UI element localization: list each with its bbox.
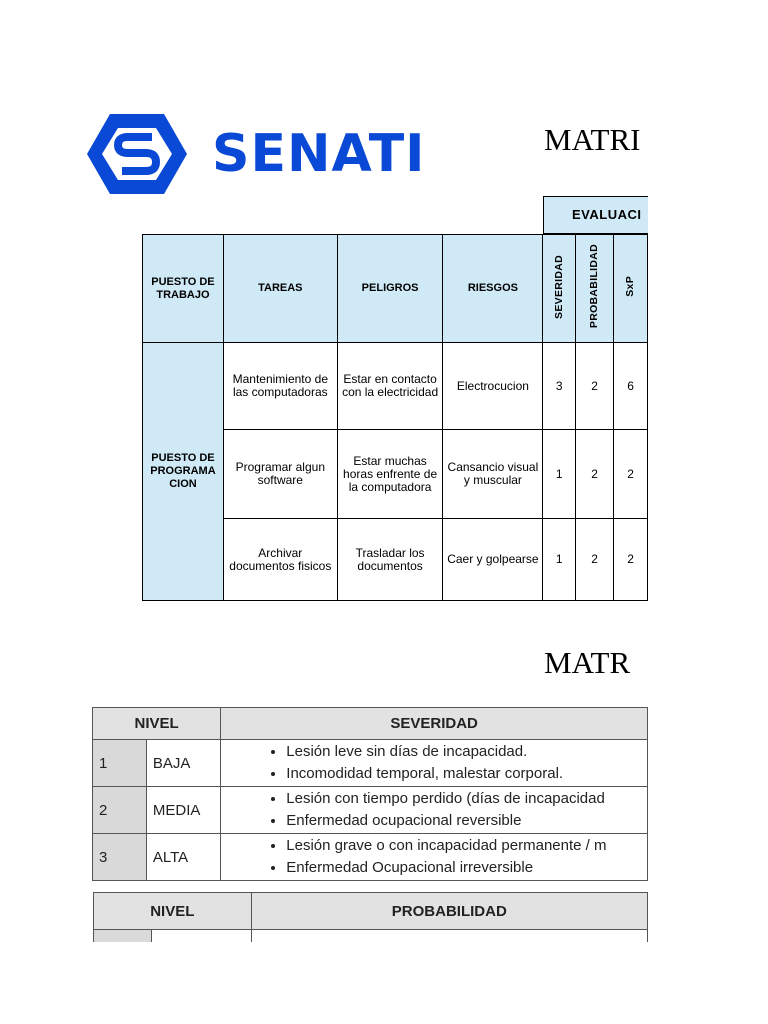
- table-row: [143, 343, 648, 430]
- list-item: • Enfermedad ocupacional reversible: [286, 810, 646, 832]
- list-item: • Lesión grave o con incapacidad permanente / m: [286, 835, 646, 857]
- header-peligros: PELIGROS: [337, 235, 443, 343]
- riesgo-cell: Cansancio visual y muscular: [443, 430, 543, 519]
- level-number: 3: [93, 834, 147, 881]
- level-description: [221, 834, 648, 881]
- peligro-cell: Estar muchas horas enfrente de la computadora: [337, 430, 443, 519]
- header-sxp: SxP: [624, 276, 637, 297]
- sxp-cell: 2: [614, 519, 648, 601]
- table-row: [93, 834, 648, 881]
- peligro-cell: Estar en contacto con la electricidad: [337, 343, 443, 430]
- puesto-cell: PUESTO DE PROGRAMA CION: [143, 343, 224, 601]
- header-sxp-cell: [614, 235, 648, 343]
- header-tareas: TAREAS: [223, 235, 337, 343]
- brand-name: SENATI: [212, 124, 426, 184]
- probabilidad-cell: 2: [576, 430, 614, 519]
- severidad-cell: 3: [543, 343, 576, 430]
- level-description: [221, 740, 648, 787]
- risk-matrix-table: [142, 234, 648, 601]
- header-severidad-cell: [543, 235, 576, 343]
- table-row: [93, 740, 648, 787]
- header-nivel: NIVEL: [93, 708, 221, 740]
- list-item: • Lesión con tiempo perdido (días de incapacidad: [286, 788, 646, 810]
- probabilidad-cell: 2: [576, 343, 614, 430]
- header-severidad: SEVERIDAD: [552, 254, 565, 319]
- probabilidad-cell: 2: [576, 519, 614, 601]
- header-riesgos: RIESGOS: [443, 235, 543, 343]
- severity-table: [92, 707, 648, 881]
- probability-header-row: [94, 893, 648, 930]
- list-item: • Lesión leve sin días de incapacidad.: [286, 741, 646, 763]
- header-nivel: NIVEL: [94, 893, 252, 930]
- list-item: • Incomodidad temporal, malestar corporal.: [286, 763, 646, 785]
- severidad-cell: 1: [543, 519, 576, 601]
- header-probabilidad-desc: PROBABILIDAD: [251, 893, 647, 930]
- table-row: [93, 787, 648, 834]
- peligro-cell: Trasladar los documentos: [337, 519, 443, 601]
- header-puesto: PUESTO DE TRABAJO: [143, 235, 224, 343]
- matrix-title: MATRI: [544, 122, 641, 157]
- riesgo-cell: Caer y golpearse: [443, 519, 543, 601]
- matrix-header-row: [143, 235, 648, 343]
- riesgo-cell: Electrocucion: [443, 343, 543, 430]
- levels-title: MATR: [544, 645, 631, 680]
- page-bottom-margin: [0, 942, 648, 1024]
- level-description: [221, 787, 648, 834]
- senati-logo-icon: [86, 112, 188, 196]
- sxp-cell: 6: [614, 343, 648, 430]
- header-probabilidad: PROBABILIDAD: [588, 244, 601, 329]
- level-label: BAJA: [146, 740, 220, 787]
- tarea-cell: Programar algun software: [223, 430, 337, 519]
- level-number: 1: [93, 740, 147, 787]
- sxp-cell: 2: [614, 430, 648, 519]
- header-probabilidad-cell: [576, 235, 614, 343]
- level-label: ALTA: [146, 834, 220, 881]
- level-number: 2: [93, 787, 147, 834]
- list-item: • Enfermedad Ocupacional irreversible: [286, 857, 646, 879]
- level-label: MEDIA: [146, 787, 220, 834]
- tarea-cell: Mantenimiento de las computadoras: [223, 343, 337, 430]
- severidad-cell: 1: [543, 430, 576, 519]
- header-severidad-desc: SEVERIDAD: [221, 708, 648, 740]
- tarea-cell: Archivar documentos fisicos: [223, 519, 337, 601]
- evaluation-header: EVALUACI: [543, 196, 648, 234]
- severity-header-row: [93, 708, 648, 740]
